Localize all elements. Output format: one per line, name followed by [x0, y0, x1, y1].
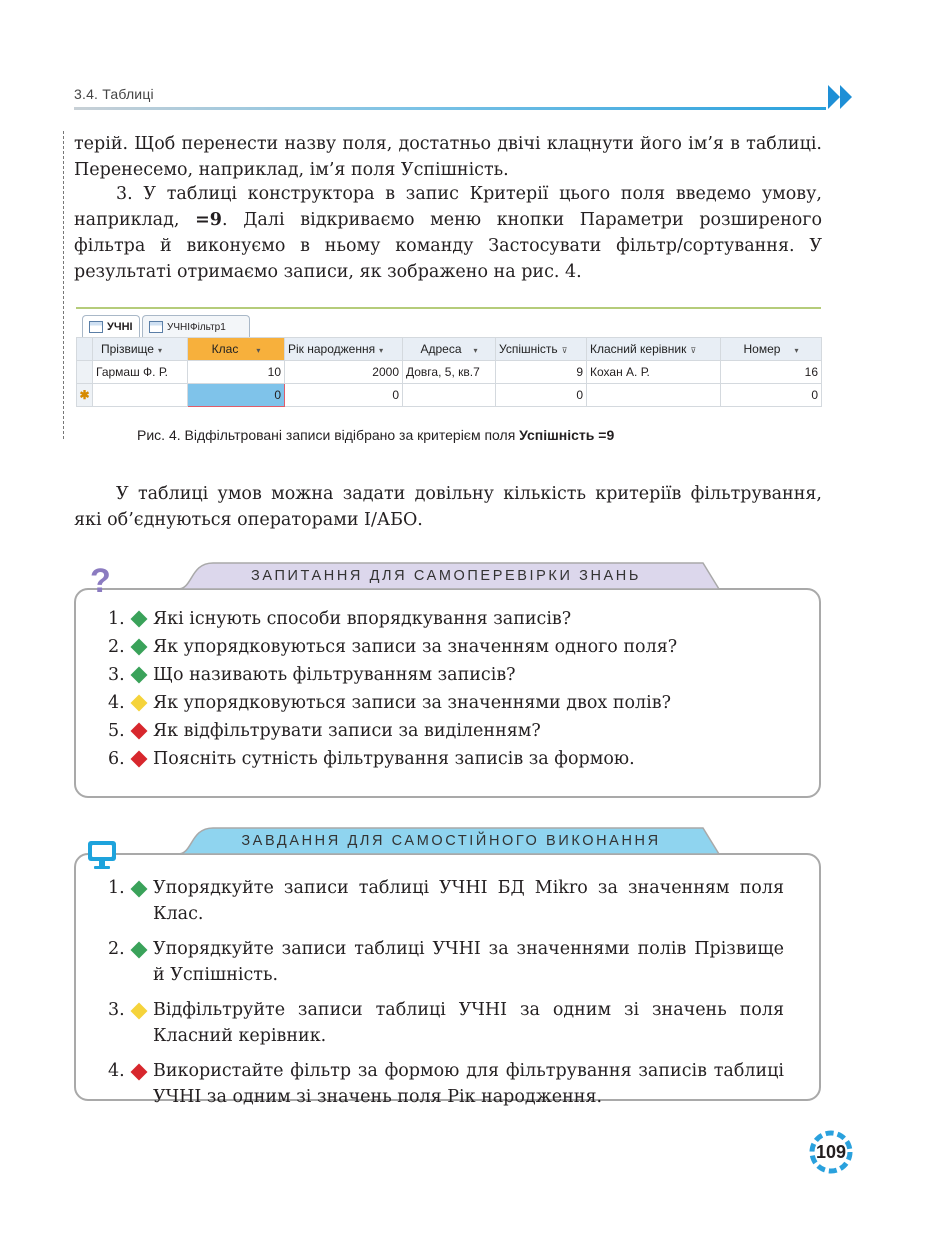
table-cell[interactable]: 10: [188, 361, 285, 384]
list-item: 2. Упорядкуйте записи таблиці УЧНІ за значеннями полів Прізвище й Успішність.: [108, 939, 784, 985]
paragraph-1: терій. Щоб перенести назву поля, достатньо двічі клацнути його ім’я в таблиці. Перенесемо, наприклад, ім’я поля Успішність.: [74, 134, 822, 180]
dropdown-arrow-icon[interactable]: ▾: [473, 346, 478, 355]
column-header[interactable]: Номер ▾: [721, 338, 822, 361]
diamond-red-icon: [131, 751, 148, 768]
dropdown-arrow-icon[interactable]: ▾: [157, 346, 162, 355]
table-cell[interactable]: 0: [496, 384, 587, 407]
tab-uchni-filter[interactable]: УЧНІФільтр1: [142, 315, 250, 338]
column-header[interactable]: Клас ▾: [188, 338, 285, 361]
filter-icon[interactable]: ⊽: [690, 346, 697, 355]
diamond-green-icon: [131, 611, 148, 628]
column-header[interactable]: Прізвище ▾: [93, 338, 188, 361]
object-tabs: [76, 307, 821, 339]
list-item: 3. Відфільтруйте записи таблиці УЧНІ за одним зі значень поля Класний керівник.: [108, 1000, 784, 1046]
diamond-red-icon: [131, 723, 148, 740]
paragraph-2: 3. У таблиці конструктора в запис Критерії цього поля введемо умову, наприклад, =9. Далі відкриваємо меню кнопки Параметри розширеного фільтра й виконуємо в ньому команду Застосувати фільтр/сортування. У результаті отримаємо записи, як зображено на рис. 4.: [74, 184, 822, 282]
table-cell[interactable]: 16: [721, 361, 822, 384]
list-item: 2. Як упорядковуються записи за значенням одного поля?: [108, 637, 678, 657]
table-cell[interactable]: Довга, 5, кв.7: [403, 361, 496, 384]
table-cell[interactable]: 9: [496, 361, 587, 384]
diamond-green-icon: [131, 639, 148, 656]
question-mark-icon: ?: [90, 562, 111, 600]
list-item: 1. Які існують способи впорядкування записів?: [108, 609, 572, 629]
dropdown-arrow-icon[interactable]: ▾: [256, 346, 261, 355]
diamond-yellow-icon: [131, 1003, 148, 1020]
datasheet-grid: [76, 337, 822, 407]
list-item: 4. Як упорядковуються записи за значеннями двох полів?: [108, 693, 672, 713]
filter-icon[interactable]: ⊽: [561, 346, 568, 355]
table-cell[interactable]: Гармаш Ф. Р.: [93, 361, 188, 384]
diamond-green-icon: [131, 942, 148, 959]
questions-title: ЗАПИТАННЯ ДЛЯ САМОПЕРЕВІРКИ ЗНАНЬ: [250, 568, 641, 584]
list-item: 3. Що називають фільтруванням записів?: [108, 665, 516, 685]
computer-monitor-icon: [86, 838, 118, 872]
row-selector[interactable]: [77, 361, 93, 384]
table-cell[interactable]: Кохан А. Р.: [587, 361, 721, 384]
diamond-yellow-icon: [131, 695, 148, 712]
figure-caption: Рис. 4. Відфільтровані записи відібрано за критерієм поля Успішність =9: [137, 427, 615, 443]
table-row[interactable]: [77, 361, 822, 384]
tasks-list: [108, 875, 784, 1119]
table-icon: [89, 321, 103, 333]
diamond-green-icon: [131, 667, 148, 684]
criterion-value: =9: [195, 210, 222, 230]
table-cell[interactable]: 0: [285, 384, 403, 407]
new-record-row[interactable]: [77, 384, 822, 407]
table-cell[interactable]: [93, 384, 188, 407]
questions-list: [108, 605, 808, 773]
diamond-red-icon: [131, 1064, 148, 1081]
list-item: 4. Використайте фільтр за формою для фільтрування записів таблиці УЧНІ за одним зі значень поля Рік народження.: [108, 1061, 784, 1107]
header-rule: [74, 107, 826, 110]
new-record-marker: ✱: [77, 384, 93, 407]
column-header[interactable]: Класний керівник ⊽: [587, 338, 721, 361]
select-all-cell[interactable]: [77, 338, 93, 361]
list-item: 6. Поясніть сутність фільтрування записів за формою.: [108, 749, 635, 769]
dropdown-arrow-icon[interactable]: ▾: [794, 346, 799, 355]
diamond-green-icon: [131, 881, 148, 898]
list-item: 1. Упорядкуйте записи таблиці УЧНІ БД Mikro за значенням поля Клас.: [108, 878, 784, 924]
table-cell-active[interactable]: 0: [188, 384, 285, 407]
filtered-table-screenshot: [76, 307, 821, 408]
tab-uchni[interactable]: УЧНІ: [82, 315, 140, 338]
column-header[interactable]: Успішність ⊽: [496, 338, 587, 361]
table-cell[interactable]: [403, 384, 496, 407]
table-cell[interactable]: 0: [721, 384, 822, 407]
tasks-title: ЗАВДАННЯ ДЛЯ САМОСТІЙНОГО ВИКОНАННЯ: [241, 833, 661, 849]
page-number: 109: [815, 1141, 847, 1162]
header-row: [77, 338, 822, 361]
running-head: 3.4. Таблиці: [74, 86, 154, 102]
column-header[interactable]: Адреса ▾: [403, 338, 496, 361]
table-cell[interactable]: 2000: [285, 361, 403, 384]
margin-dash-line: [63, 131, 64, 439]
column-header[interactable]: Рік народження ▾: [285, 338, 403, 361]
query-icon: [149, 321, 163, 333]
dropdown-arrow-icon[interactable]: ▾: [379, 346, 384, 355]
list-item: 5. Як відфільтрувати записи за виділенням?: [108, 721, 541, 741]
paragraph-3: У таблиці умов можна задати довільну кількість критеріїв фільтрування, які об’єднуються операторами І/АБО.: [74, 484, 822, 530]
table-cell[interactable]: [587, 384, 721, 407]
next-arrows-icon: [826, 83, 856, 111]
